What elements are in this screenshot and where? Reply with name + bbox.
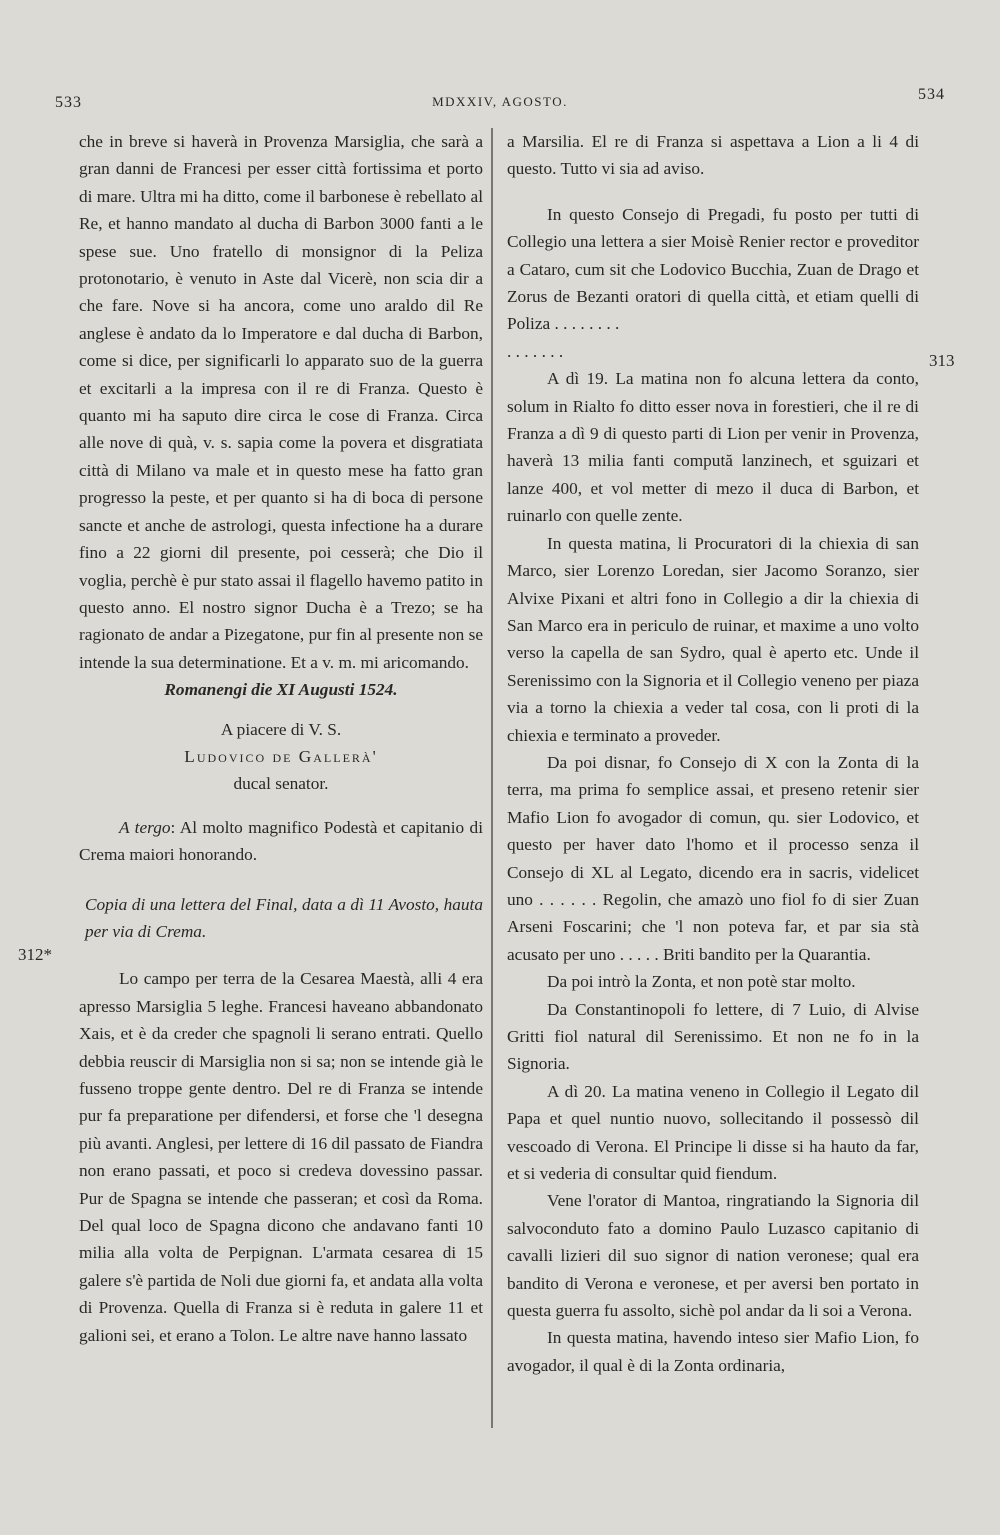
running-header bbox=[55, 86, 945, 118]
right-paragraph-2: In questo Consejo di Pregadi, fu posto per tutti di Collegio una lettera a sier Moisè Renier rector e proveditor a Cataro, cum sit che Lodovico Bucchia, Zuan de Drago et Zorus de Bezanti oratori di quella città, et etiam quelli di Poliza . . . . . . . . bbox=[507, 204, 919, 334]
address-label: A tergo bbox=[119, 817, 171, 837]
right-paragraph-5: Da poi disnar, fo Consejo di X con la Zonta di la terra, ma prima fo semplice assai, et preseno retenir sier Mafio Lion fo avogador di comun, qu. sier Lodovico, et questo per haver dato l'homo et il processo senza il Consejo di XL al Legato, dicendo era in sacris, videlicet uno . . . . . . Regolin, che amazò uno fiol fo di sier Zuan Arseni Foscarini; che 'l non poteva far, et par sia stà acusato per uno . . . . . Briti bandito per la Quarantia. bbox=[507, 752, 919, 964]
left-paragraph-2: Lo campo per terra de la Cesarea Maestà, alli 4 era apresso Marsiglia 5 leghe. Francesi haveano abbandonato Xais, et è da creder che spagnoli li serano entrati. Quello debbia reuscir di Marsiglia non si sa; non se intende già le fusseno troppe gente dentro. Del re di Franza se intende pur fa preparatione per difendersi, et forse che 'l desegna più avanti. Anglesi, per lettere di 16 dil passato de Fiandra non erano passati, et poco si credeva dovessino passar. Pur de Spagna se intende che passeran; et così da Roma. Del qual loco de Spagna dicono che andavano fanti 10 milia alla volta de Perpignan. L'armata cesarea di 15 galere s'è partida de Noli due giorni fa, et andata alla volta di Provenza. Quella di Franza si è reduta in galere 11 et galioni sei, et erano a Tolon. Le altre nave hanno lassato bbox=[79, 969, 483, 1345]
right-paragraph-6: Da poi intrò la Zonta, et non potè star molto. bbox=[547, 972, 856, 992]
column-divider bbox=[491, 128, 493, 1428]
right-dots: . . . . . . . bbox=[507, 341, 564, 361]
right-column bbox=[507, 128, 919, 1379]
signature-title: ducal senator. bbox=[233, 774, 329, 794]
right-paragraph-3: A dì 19. La matina non fo alcuna lettera da conto, solum in Rialto fo ditto esser nova in forestieri, che il re di Franza a dì 9 di questo parti di Lion per venir in Provenza, haverà 13 milia fanti compută lanzinech, et sguizari et lanze 400, et vol metter di mezo il duca di Barbon, et ruinarlo con quelle zente. bbox=[507, 369, 919, 526]
page-number-right: 534 bbox=[918, 86, 945, 103]
page-number-left: 533 bbox=[55, 94, 82, 111]
right-paragraph-8: A dì 20. La matina veneno in Collegio il Legato dil Papa et quel nuntio nuovo, sollecitando il possessò dil vescoado di Verona. El Principe li disse si ha hauto da far, et si vederia di consultar quid fiendum. bbox=[507, 1081, 919, 1184]
running-title: MDXXIV, AGOSTO. bbox=[432, 94, 568, 109]
letter-heading: Copia di una lettera del Final, data a dì 11 Avosto, hauta per via di Crema. bbox=[85, 894, 483, 941]
right-paragraph-1: a Marsilia. El re di Franza si aspettava a Lion a li 4 di questo. Tutto vi sia ad aviso. bbox=[507, 132, 919, 179]
dateline: Romanengi die XI Augusti 1524. bbox=[164, 680, 398, 700]
signature: Ludovico de Gallerà' bbox=[184, 746, 378, 766]
address-text: : Al molto magnifico Podestà et capitanio di Crema maiori honorando. bbox=[79, 817, 483, 865]
right-paragraph-9: Vene l'orator di Mantoa, ringratiando la Signoria dil salvoconduto fato a domino Paulo Luzasco capitanio di cavalli lizieri dil suo signor di nation veronese; qual era bandito di Verona e veronese, et per aversi ben portato in questa guerra fu assolto, sichè pol andar da li soi a Verona. bbox=[507, 1191, 919, 1321]
left-column bbox=[79, 128, 483, 1349]
margin-note-right: 313 bbox=[929, 351, 955, 370]
right-paragraph-10: In questa matina, havendo inteso sier Mafio Lion, fo avogador, il qual è di la Zonta ordinaria, bbox=[507, 1328, 919, 1375]
address bbox=[79, 814, 483, 869]
closing: A piacere di V. S. bbox=[220, 719, 342, 739]
left-paragraph-1: che in breve si haverà in Provenza Marsiglia, che sarà a gran danni de Francesi per esser città fortissima et porto di mare. Ultra mi ha ditto, come il barbonese è rebellato al Re, et hanno mandato al ducha di Barbon 3000 fanti a le spese sue. Uno fratello di monsignor di la Peliza protonotario, è venuto in Aste dal Vicerè, non scia dir a che fare. Nove si ha ancora, come uno araldo dil Re anglese è andato da lo Imperatore e dal ducha di Barbon, come si dice, per significarli lo apparato suo de la guerra et excitarli a la impresa con il re di Franza. Questo è quanto mi ha saputo dire circa le cose di Franza. Circa alle nove di quà, v. s. sapia come la povera et disgratiata città di Milano va male et in questo mese ha fatto gran progresso la peste, et per quanto si ha di boca di persone sancte et anche de astrologi, questa infectione ha a durare fino a 22 giorni dil presente, poi cesserà; che Dio il voglia, perchè è pur stato assai il flagello havemo patito in questo anno. El nostro signor Ducha è a Trezo; se ha ragionato de andar a Pizegatone, pur fin al presente non se intende la sua determinatione. Et a v. m. mi aricomando. bbox=[79, 132, 483, 672]
margin-note-left: 312* bbox=[18, 945, 52, 964]
right-paragraph-4: In questa matina, li Procuratori di la chiexia di san Marco, sier Lorenzo Loredan, sier Jacomo Soranzo, sier Alvixe Pixani et altri fono in Collegio a dir la chiexia di San Marco era in periculo de ruinar, et maxime a uno volto verso la capella de san Sydro, qual è aperto etc. Unde il Serenissimo con la Signoria et il Collegio veneno per piaza via a torno la chiexia a veder tal cosa, con li proti di la chiexia e terminato a proveder. bbox=[507, 533, 919, 745]
right-paragraph-7: Da Constantinopoli fo lettere, di 7 Luio, di Alvise Gritti fiol natural dil Serenissimo. Et non ne fo in la Signoria. bbox=[507, 999, 919, 1074]
